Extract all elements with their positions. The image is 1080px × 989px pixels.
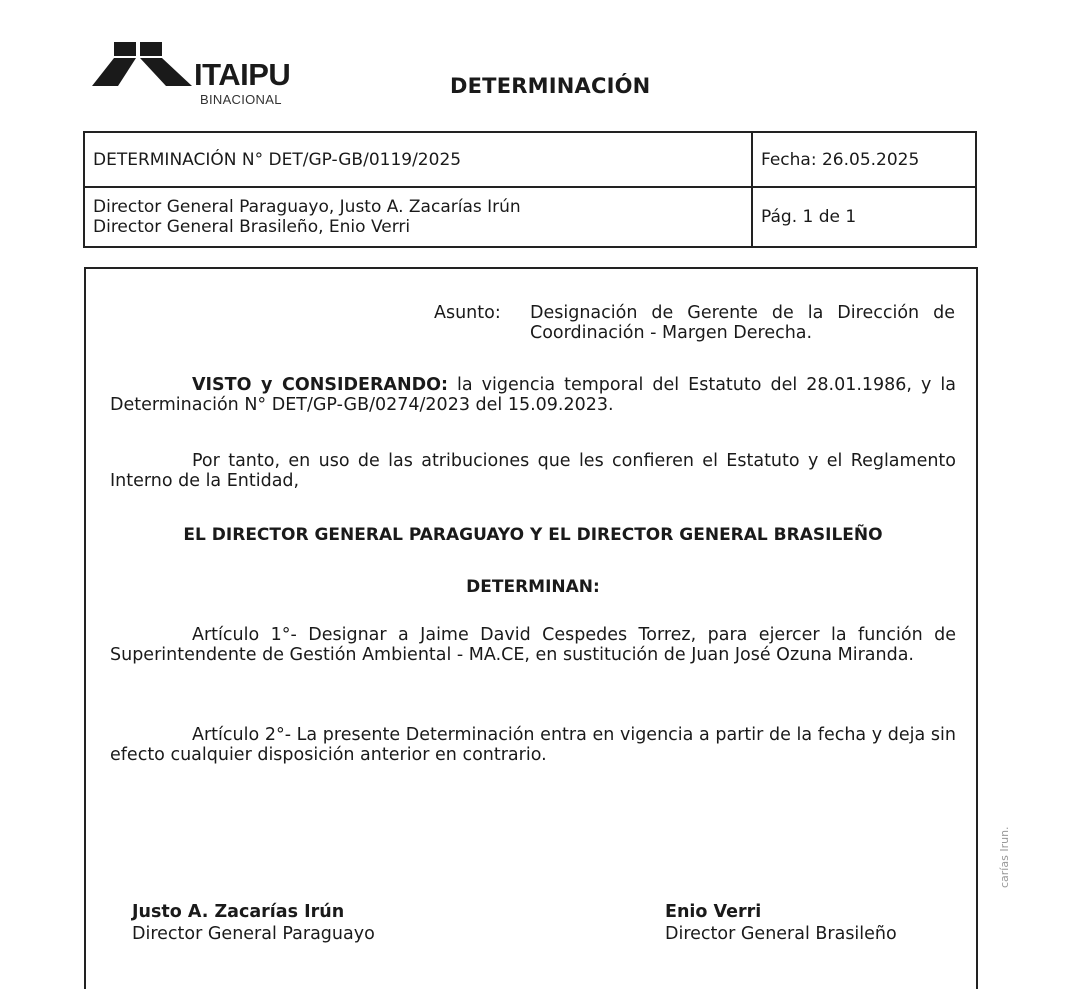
itaipu-logo-mark-icon: [92, 40, 192, 90]
logo-subtitle: BINACIONAL: [200, 92, 282, 107]
itaipu-logo: [92, 40, 307, 110]
asunto-label: Asunto:: [434, 303, 501, 323]
signature-name: Enio Verri: [665, 902, 762, 922]
signature-role: Director General Paraguayo: [132, 924, 375, 944]
document-date: Fecha: 26.05.2025: [752, 132, 976, 187]
header-table: [83, 131, 977, 248]
side-note: carías Irun.: [998, 826, 1011, 888]
director-brasileno: Director General Brasileño, Enio Verri: [93, 217, 411, 237]
directors-cell: [84, 187, 752, 247]
visto-label: VISTO y CONSIDERANDO:: [192, 375, 449, 395]
logo-wordmark: ITAIPU: [194, 57, 291, 92]
determinan-heading: DETERMINAN:: [466, 577, 600, 597]
determination-number: DETERMINACIÓN N° DET/GP-GB/0119/2025: [84, 132, 752, 187]
asunto: [434, 303, 955, 343]
signature-paraguayo: [132, 901, 375, 945]
signature-brasileno: [665, 901, 897, 945]
asunto-value: Designación de Gerente de la Dirección de Coordinación - Margen Derecha.: [530, 303, 955, 343]
visto-paragraph: [110, 375, 956, 415]
por-tanto-paragraph: [110, 451, 956, 491]
articulo-2: [110, 725, 956, 765]
signature-name: Justo A. Zacarías Irún: [132, 902, 345, 922]
articulo-2-text: Artículo 2°- La presente Determinación entra en vigencia a partir de la fecha y deja sin efecto cualquier disposición anterior en contrario.: [110, 725, 956, 765]
directors-heading: EL DIRECTOR GENERAL PARAGUAYO Y EL DIRECTOR GENERAL BRASILEÑO: [183, 525, 883, 545]
document-body: [84, 267, 978, 989]
signature-role: Director General Brasileño: [665, 924, 897, 944]
page-number: Pág. 1 de 1: [752, 187, 976, 247]
director-paraguayo: Director General Paraguayo, Justo A. Zacarías Irún: [93, 197, 521, 217]
articulo-1-text: Artículo 1°- Designar a Jaime David Cespedes Torrez, para ejercer la función de Superintendente de Gestión Ambiental - MA.CE, en sustitución de Juan José Ozuna Miranda.: [110, 625, 956, 665]
por-tanto-text: Por tanto, en uso de las atribuciones que les confieren el Estatuto y el Reglamento Interno de la Entidad,: [110, 451, 956, 491]
articulo-1: [110, 625, 956, 665]
visto-text: la vigencia temporal del Estatuto del 28.01.1986, y la Determinación N° DET/GP-GB/0274/2023 del 15.09.2023.: [110, 375, 956, 415]
document-title: DETERMINACIÓN: [450, 74, 651, 98]
